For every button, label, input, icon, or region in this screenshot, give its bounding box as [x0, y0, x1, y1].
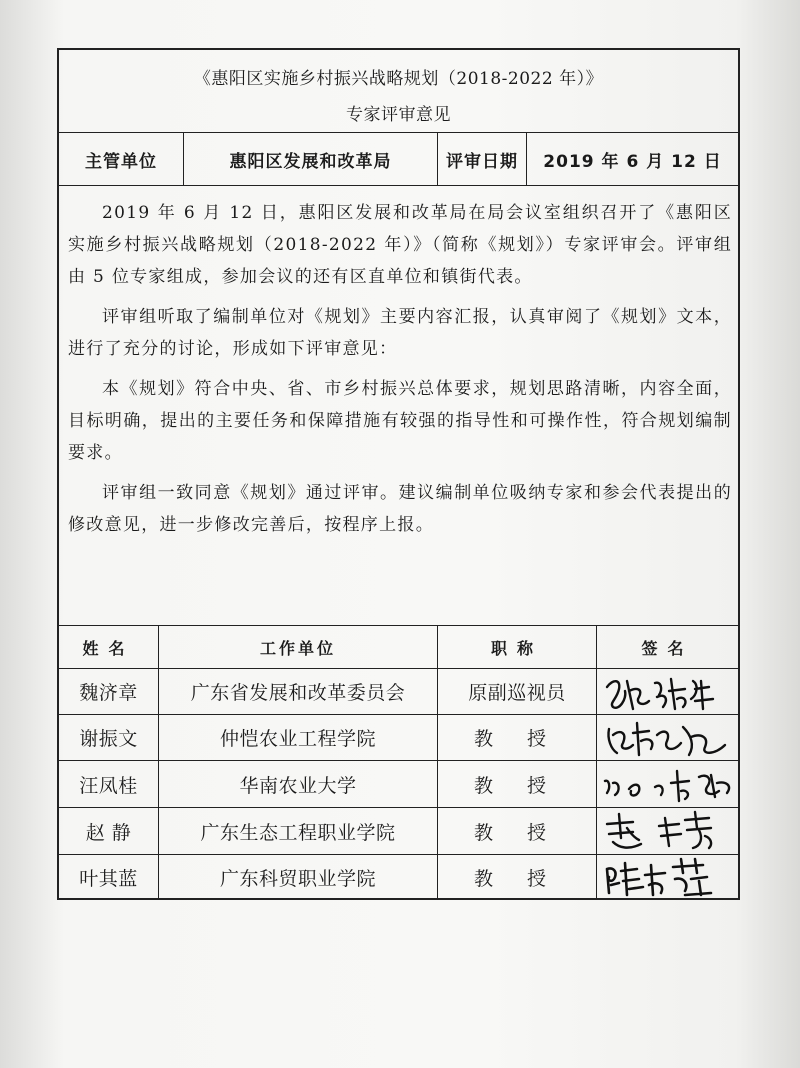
table-row-unit: 广东科贸职业学院: [219, 868, 376, 890]
review-opinion-body: [68, 197, 732, 549]
date-label: 评审日期: [446, 151, 518, 172]
handwritten-signature: [599, 855, 737, 900]
table-row-name: 叶其蓝: [79, 868, 138, 890]
table-row-name: 赵 静: [85, 821, 132, 844]
paragraph-3: 本《规划》符合中央、省、市乡村振兴总体要求，规划思路清晰，内容全面，目标明确，提出的主要任务和保障措施有较强的指导性和可操作性，符合规划编制要求。: [68, 379, 732, 463]
divider-info: [59, 185, 738, 186]
table-row-unit: 广东省发展和改革委员会: [190, 682, 406, 704]
dept-value: 惠阳区发展和改革局: [229, 151, 392, 172]
header-unit: 工作单位: [259, 638, 336, 658]
table-row-name: 谢振文: [79, 728, 138, 750]
paragraph-2: 评审组听取了编制单位对《规划》主要内容汇报，认真审阅了《规划》文本，进行了充分的讨论，形成如下评审意见：: [68, 307, 732, 359]
table-row-unit: 华南农业大学: [239, 774, 357, 797]
header-name: 姓名: [82, 638, 135, 658]
table-row-title: 教 授: [473, 774, 561, 797]
table-row-unit: 仲恺农业工程学院: [219, 728, 376, 750]
paragraph-1: 2019 年 6 月 12 日，惠阳区发展和改革局在局会议室组织召开了《惠阳区实施乡村振兴战略规划（2018-2022 年）》（简称《规划》）专家评审会。评审组由 5 位专家组成，参加会议的还有区直单位和镇街代表。: [68, 203, 732, 287]
header-signature: 签名: [641, 638, 694, 658]
table-row-title: 教 授: [473, 868, 561, 890]
table-row-name: 魏济章: [79, 682, 138, 704]
table-row-title: 教 授: [473, 821, 561, 844]
paragraph-4: 评审组一致同意《规划》通过评审。建议编制单位吸纳专家和参会代表提出的修改意见，进一步修改完善后，按程序上报。: [68, 483, 732, 535]
handwritten-signature: [599, 715, 737, 760]
review-form: [57, 48, 740, 900]
table-row-title: 原副巡视员: [468, 682, 566, 704]
header-title: 职称: [490, 638, 543, 658]
document-title: 《惠阳区实施乡村振兴战略规划（2018-2022 年）》: [193, 69, 604, 89]
table-row-title: 教 授: [473, 728, 561, 750]
handwritten-signature: [599, 808, 737, 854]
handwritten-signature: [599, 669, 737, 715]
document-subtitle: 专家评审意见: [346, 105, 451, 125]
table-row-unit: 广东生态工程职业学院: [200, 821, 396, 844]
handwritten-signature: [599, 761, 740, 807]
date-value: 2019 年 6 月 12 日: [543, 151, 722, 172]
dept-label: 主管单位: [85, 151, 157, 172]
table-row-name: 汪凤桂: [79, 774, 138, 797]
